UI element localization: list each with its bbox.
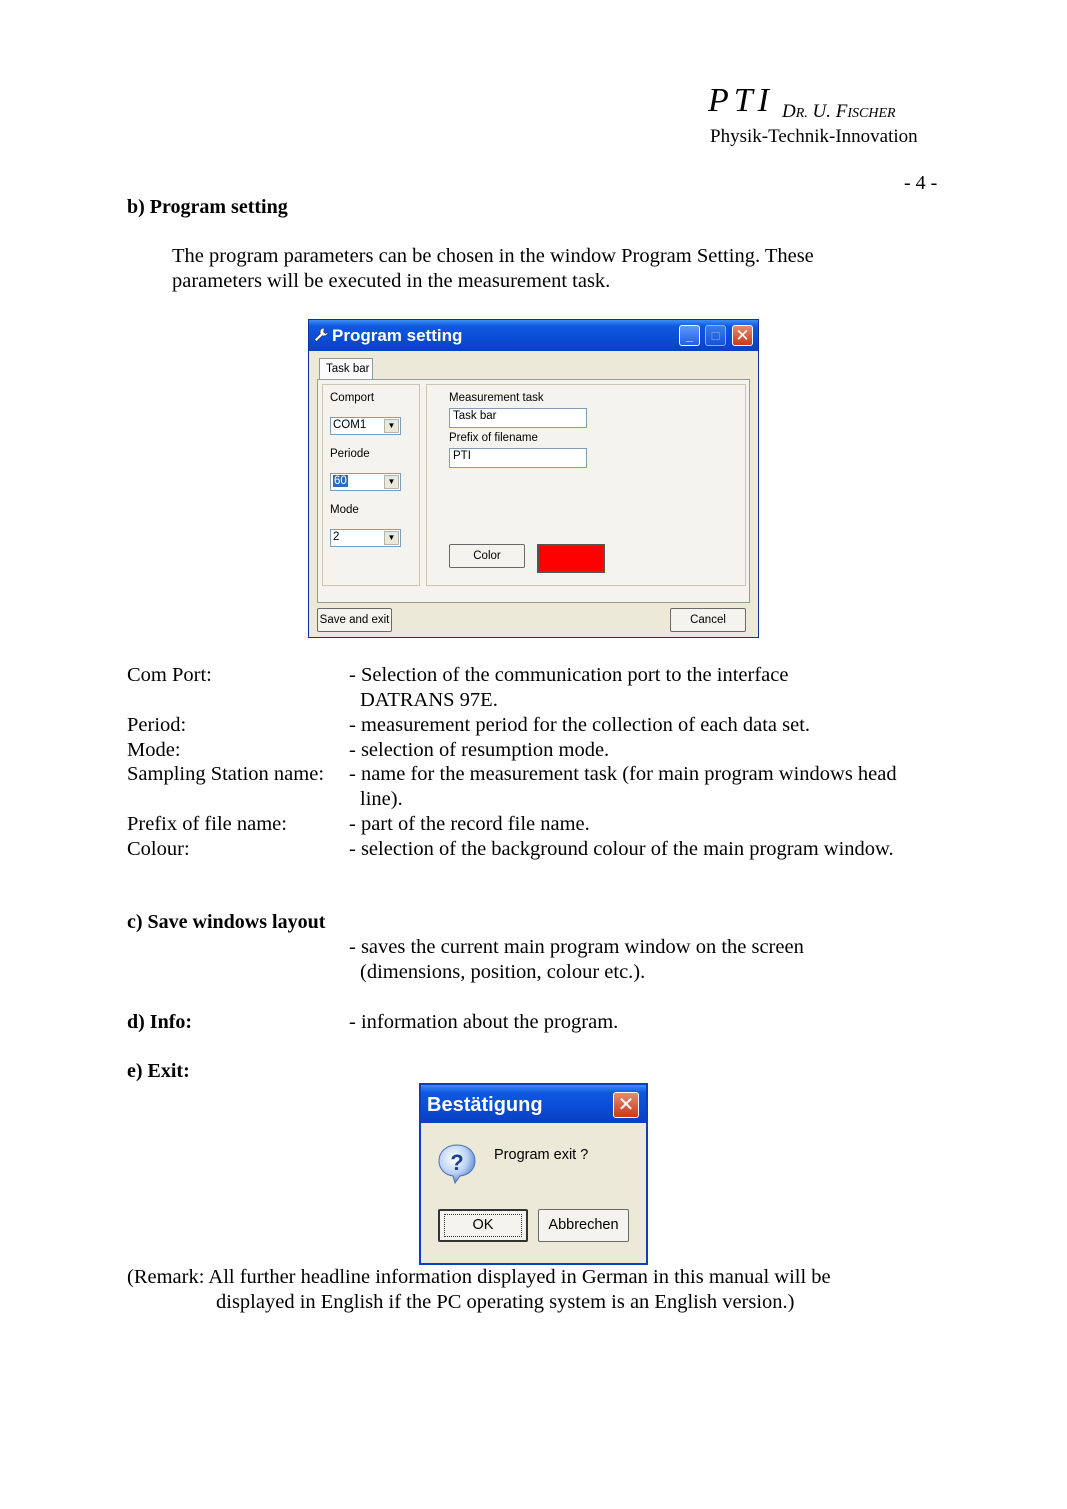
question-icon	[437, 1143, 477, 1185]
confirm-message: Program exit ?	[494, 1147, 589, 1163]
close-button[interactable]: ✕	[732, 325, 753, 346]
color-button[interactable]: Color	[449, 544, 525, 568]
chevron-down-icon[interactable]: ▼	[384, 419, 399, 433]
comport-label: Comport	[330, 392, 375, 404]
logo-mark: PTI	[708, 82, 774, 119]
definition-desc: - selection of the background colour of the main program window.	[349, 838, 894, 860]
svg-text:?: ?	[450, 1150, 464, 1175]
prefix-label: Prefix of filename	[449, 432, 538, 444]
save-and-exit-button[interactable]: Save and exit	[317, 608, 392, 632]
wrench-icon	[313, 327, 329, 343]
periode-label: Periode	[330, 448, 370, 460]
logo-name-mid: U. F	[807, 101, 848, 122]
mode-value: 2	[333, 531, 340, 543]
logo-name-small2: ISCHER	[847, 106, 896, 121]
logo-name	[782, 101, 896, 123]
chevron-down-icon[interactable]: ▼	[384, 531, 399, 545]
section-d-text: - information about the program.	[349, 1011, 619, 1033]
remark-line-1: (Remark: All further headline information displayed in German in this manual will be	[127, 1266, 831, 1288]
definition-term: Period:	[127, 714, 187, 736]
close-button[interactable]: ✕	[613, 1092, 639, 1118]
company-name: Physik-Technik-Innovation	[710, 126, 918, 147]
definition-term: Colour:	[127, 838, 190, 860]
program-setting-title: Program setting	[332, 326, 463, 345]
mode-label: Mode	[330, 504, 359, 516]
definition-term: Mode:	[127, 739, 181, 761]
color-swatch	[537, 544, 605, 573]
program-setting-titlebar[interactable]	[309, 320, 758, 351]
ok-button[interactable]	[438, 1209, 528, 1242]
definition-term: Sampling Station name:	[127, 763, 325, 785]
minimize-button[interactable]: _	[679, 325, 700, 346]
confirm-title: Bestätigung	[427, 1094, 543, 1116]
section-d-heading: d) Info:	[127, 1011, 193, 1033]
definition-desc: - name for the measurement task (for main program windows head	[349, 763, 897, 785]
logo-name-initial: D	[782, 101, 796, 122]
chevron-down-icon[interactable]: ▼	[384, 475, 399, 489]
measurement-task-input[interactable]: Task bar	[449, 408, 587, 428]
maximize-button[interactable]: □	[705, 325, 726, 346]
definition-desc-continued: DATRANS 97E.	[360, 689, 498, 711]
program-setting-window	[308, 319, 759, 638]
remark-line-2: displayed in English if the PC operating system is an English version.)	[216, 1291, 795, 1313]
definition-term: Prefix of file name:	[127, 813, 287, 835]
comport-select[interactable]	[330, 417, 401, 435]
measurement-task-label: Measurement task	[449, 392, 544, 404]
logo-name-small: R.	[795, 106, 808, 121]
mode-select[interactable]	[330, 529, 401, 547]
section-c-line-2: (dimensions, position, colour etc.).	[360, 961, 646, 983]
comport-value: COM1	[333, 419, 367, 431]
section-c-line-1: - saves the current main program window on the screen	[349, 936, 804, 958]
tab-task-bar[interactable]	[319, 358, 373, 380]
confirm-titlebar[interactable]	[421, 1085, 646, 1123]
definition-desc-continued: line).	[360, 788, 403, 810]
periode-select[interactable]	[330, 473, 401, 491]
cancel-button[interactable]: Cancel	[670, 608, 746, 632]
definition-desc: - selection of resumption mode.	[349, 739, 610, 761]
confirm-window	[419, 1083, 648, 1265]
section-c-heading: c) Save windows layout	[127, 911, 326, 933]
abbrechen-button[interactable]: Abbrechen	[538, 1209, 629, 1242]
definition-desc: - measurement period for the collection of each data set.	[349, 714, 811, 736]
section-b-intro-1: The program parameters can be chosen in the window Program Setting. These	[172, 245, 814, 267]
section-b-heading: b) Program setting	[127, 196, 288, 218]
section-b-intro-2: parameters will be executed in the measurement task.	[172, 270, 611, 292]
prefix-input[interactable]: PTI	[449, 448, 587, 468]
periode-value: 60	[334, 475, 347, 487]
page-number: - 4 -	[904, 172, 938, 194]
definition-term: Com Port:	[127, 664, 212, 686]
tab-task-bar-label: Task bar	[326, 363, 370, 375]
section-e-heading: e) Exit:	[127, 1060, 190, 1082]
definition-desc: - Selection of the communication port to the interface	[349, 664, 789, 686]
definition-desc: - part of the record file name.	[349, 813, 590, 835]
ok-button-label: OK	[444, 1214, 523, 1237]
